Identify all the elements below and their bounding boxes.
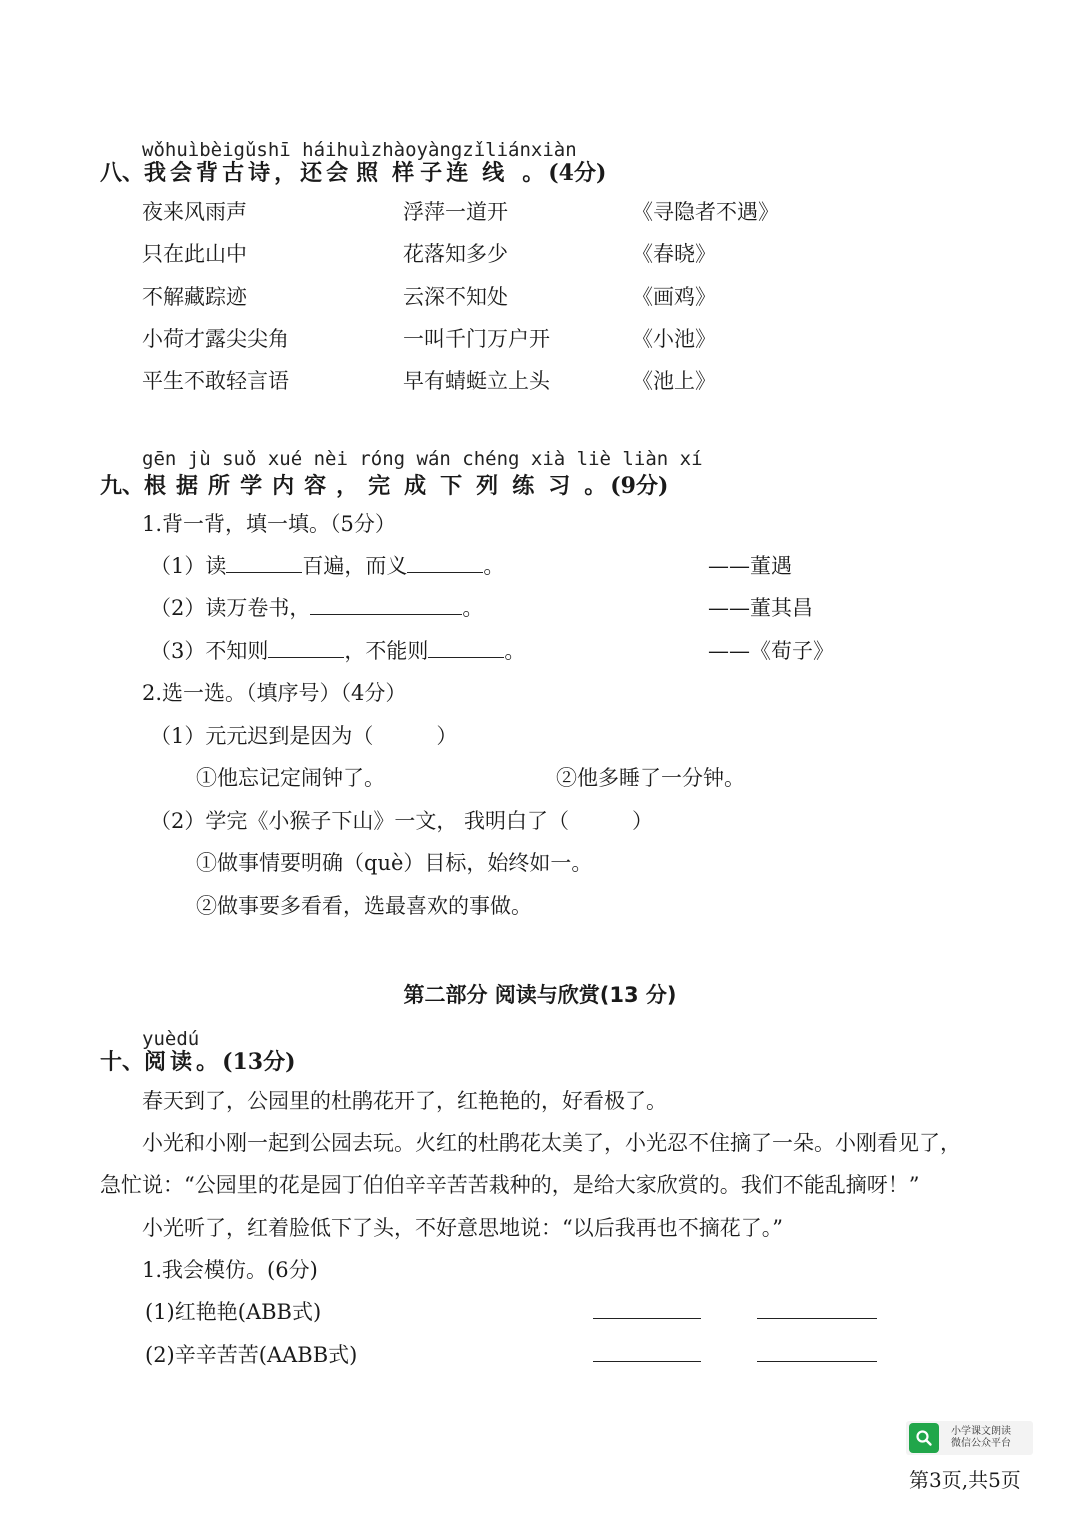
fill-2-prefix: （2）读万卷书， <box>150 596 311 620</box>
heading-char: 诗 <box>248 160 271 186</box>
heading-char: 成 <box>404 473 427 499</box>
poem-title-1[interactable]: 《寻隐者不遇》 <box>632 200 779 224</box>
heading-char: 。 <box>196 1049 219 1075</box>
q9-2-2: （2）学完《小猴子下山》一文， 我明白了（ ） <box>150 809 654 833</box>
heading-char: 照 <box>356 160 379 186</box>
poem-line-first-half-5[interactable]: 平生不敢轻言语 <box>142 369 289 393</box>
heading-char: 列 <box>476 473 499 499</box>
badge-line-2: 微信公众平台 <box>951 1438 1011 1449</box>
q9-2-2-option-b: ②做事要多看看，选最喜欢的事做。 <box>196 894 532 918</box>
section9-pinyin: gēn jù suǒ xué nèi róng wán chéng xià liè liàn xí <box>142 448 703 470</box>
heading-char: 古 <box>222 160 245 186</box>
heading-char: 根 <box>144 473 167 499</box>
section9-title <box>144 473 610 499</box>
heading-char: 容 <box>304 473 327 499</box>
section9-number: 九、 <box>100 473 145 499</box>
heading-char: 子 <box>420 160 443 186</box>
section10-heading <box>100 1045 296 1076</box>
fill-1-middle: 百遍，而义 <box>302 554 408 578</box>
fill-2-blank-1[interactable] <box>310 594 462 615</box>
passage-paragraph-2-line-1: 小光和小刚一起到公园去玩。火红的杜鹃花太美了，小光忍不住摘了一朵。小刚看见了， <box>142 1131 961 1155</box>
answer-line-2b[interactable] <box>757 1361 877 1362</box>
section8-heading <box>100 156 606 187</box>
passage-paragraph-3: 小光听了，红着脸低下了头，不好意思地说：“以后我再也不摘花了。” <box>142 1216 783 1240</box>
q9-1-title: 1.背一背，填一填。（5分） <box>142 512 396 536</box>
poem-line-first-half-4[interactable]: 小荷才露尖尖角 <box>142 327 289 351</box>
page-number: 第3页,共5页 <box>909 1468 1021 1492</box>
heading-char: 所 <box>208 473 231 499</box>
heading-char: 会 <box>170 160 193 186</box>
search-icon <box>909 1423 939 1453</box>
q10-1-2: (2)辛辛苦苦(AABB式) <box>145 1343 358 1367</box>
answer-line-1a[interactable] <box>593 1318 701 1319</box>
section10-pinyin: yuèdú <box>142 1028 200 1050</box>
heading-char: 练 <box>512 473 535 499</box>
q9-2-1-option-b: ②他多睡了一分钟。 <box>556 766 745 790</box>
answer-line-1b[interactable] <box>757 1318 877 1319</box>
passage-paragraph-1: 春天到了，公园里的杜鹃花开了，红艳艳的，好看极了。 <box>142 1089 667 1113</box>
poem-title-4[interactable]: 《小池》 <box>632 327 716 351</box>
heading-char: 连 <box>446 160 469 186</box>
heading-char: 学 <box>240 473 263 499</box>
poem-line-second-half-4[interactable]: 一叫千门万户开 <box>403 327 550 351</box>
heading-char: 习 <box>548 473 571 499</box>
poem-line-second-half-3[interactable]: 云深不知处 <box>403 285 508 309</box>
heading-char: ， <box>274 160 297 186</box>
poem-line-first-half-1[interactable]: 夜来风雨声 <box>142 200 247 224</box>
q9-2-title: 2.选一选。（填序号）（4分） <box>142 681 407 705</box>
heading-char: 背 <box>196 160 219 186</box>
fill-1-blank-1[interactable] <box>226 552 302 573</box>
poem-title-2[interactable]: 《春晓》 <box>632 242 716 266</box>
section8-pinyin: wǒhuìbèigǔshī háihuìzhàoyàngzǐliánxiàn <box>142 139 577 161</box>
section10-number: 十、 <box>100 1049 145 1075</box>
section10-score: (13分) <box>222 1049 296 1075</box>
poem-title-5[interactable]: 《池上》 <box>632 369 716 393</box>
poem-line-second-half-1[interactable]: 浮萍一道开 <box>403 200 508 224</box>
badge-line-1: 小学课文朗读 <box>951 1426 1011 1437</box>
answer-line-2a[interactable] <box>593 1361 701 1362</box>
fill-1-author: ——董遇 <box>708 554 792 578</box>
fill-3-author: ——《荀子》 <box>708 639 834 663</box>
fill-1-blank-2[interactable] <box>407 552 483 573</box>
heading-char: 。 <box>522 160 545 186</box>
fill-3-prefix: （3）不知则 <box>150 639 269 663</box>
wechat-badge[interactable] <box>906 1421 1033 1455</box>
section10-title <box>144 1049 222 1075</box>
q9-2-1: （1）元元迟到是因为（ ） <box>150 724 458 748</box>
heading-char: 完 <box>368 473 391 499</box>
heading-char: 会 <box>326 160 349 186</box>
fill-row-2 <box>150 592 483 622</box>
fill-row-1 <box>150 550 504 580</box>
poem-line-first-half-3[interactable]: 不解藏踪迹 <box>142 285 247 309</box>
poem-line-second-half-5[interactable]: 早有蜻蜓立上头 <box>403 369 550 393</box>
fill-2-author: ——董其昌 <box>708 596 813 620</box>
heading-char: 线 <box>482 160 505 186</box>
q10-1-1: (1)红艳艳(ABB式) <box>145 1300 322 1324</box>
heading-char: 。 <box>584 473 607 499</box>
fill-3-middle: ，不能则 <box>344 639 429 663</box>
heading-char: 我 <box>144 160 167 186</box>
fill-3-end: 。 <box>504 639 526 663</box>
q10-1-title: 1.我会模仿。(6分) <box>142 1258 318 1282</box>
part2-title: 第二部分 阅读与欣赏(13 分) <box>403 983 677 1007</box>
heading-char: 样 <box>392 160 415 186</box>
heading-char: 读 <box>170 1049 193 1075</box>
fill-2-end: 。 <box>462 596 484 620</box>
heading-char: 下 <box>440 473 463 499</box>
heading-char: 据 <box>176 473 199 499</box>
poem-line-first-half-2[interactable]: 只在此山中 <box>142 242 247 266</box>
heading-char: ， <box>336 473 359 499</box>
section9-score: (9分) <box>610 473 669 499</box>
q9-2-1-option-a: ①他忘记定闹钟了。 <box>196 766 385 790</box>
section8-number: 八、 <box>100 160 145 186</box>
q9-2-2-option-a: ①做事情要明确（què）目标，始终如一。 <box>196 851 593 875</box>
section9-heading <box>100 469 668 500</box>
fill-3-blank-1[interactable] <box>268 637 344 658</box>
fill-1-prefix: （1）读 <box>150 554 227 578</box>
section8-title <box>144 160 548 186</box>
poem-title-3[interactable]: 《画鸡》 <box>632 285 716 309</box>
poem-line-second-half-2[interactable]: 花落知多少 <box>403 242 508 266</box>
fill-row-3 <box>150 635 525 665</box>
fill-1-end: 。 <box>483 554 505 578</box>
heading-char: 还 <box>300 160 323 186</box>
heading-char: 内 <box>272 473 295 499</box>
fill-3-blank-2[interactable] <box>428 637 504 658</box>
passage-paragraph-2-line-2: 急忙说：“公园里的花是园丁伯伯辛辛苦苦栽种的，是给大家欣赏的。我们不能乱摘呀！” <box>100 1173 920 1197</box>
section8-score: (4分) <box>548 160 607 186</box>
heading-char: 阅 <box>144 1049 167 1075</box>
